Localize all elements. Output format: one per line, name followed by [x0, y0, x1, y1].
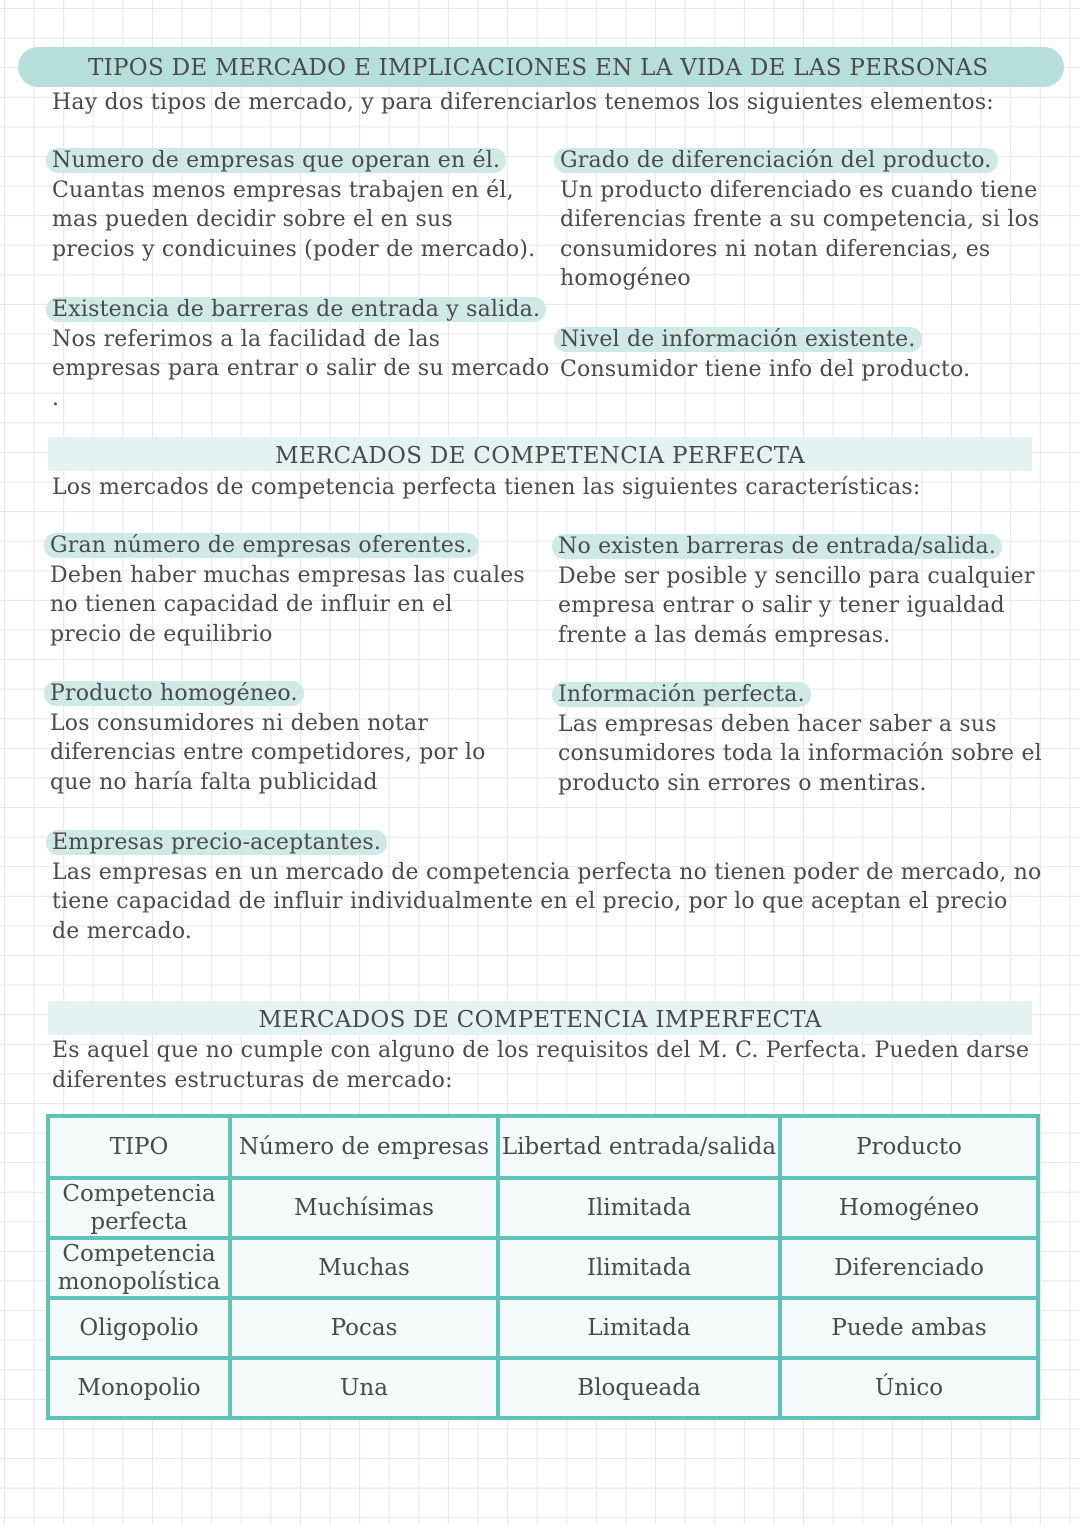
- element-information: [560, 325, 1040, 384]
- item-body: Debe ser posible y sencillo para cualquier empresa entrar o salir y tener igualdad frente a las demás empresas.: [558, 563, 1035, 648]
- item-heading: Gran número de empresas oferentes.: [44, 533, 479, 558]
- table-cell: Único: [780, 1358, 1038, 1418]
- imperfect-section-title: MERCADOS DE COMPETENCIA IMPERFECTA: [48, 1001, 1032, 1035]
- item-body: Deben haber muchas empresas las cuales no tienen capacidad de influir en el precio de equilibrio: [50, 562, 525, 647]
- table-cell: Diferenciado: [780, 1238, 1038, 1298]
- element-differentiation: [560, 146, 1040, 294]
- element-body: Consumidor tiene info del producto.: [560, 356, 971, 382]
- perfect-item-homogeneous: [50, 679, 530, 797]
- table-header: Libertad entrada/salida: [498, 1116, 780, 1178]
- item-heading: No existen barreras de entrada/salida.: [552, 534, 1002, 559]
- element-body: Cuantas menos empresas trabajen en él, mas pueden decidir sobre el en sus precios y condicuines (poder de mercado).: [52, 177, 536, 262]
- table-cell: Oligopolio: [48, 1298, 230, 1358]
- table-cell: Ilimitada: [498, 1178, 780, 1238]
- table-header: Producto: [780, 1116, 1038, 1178]
- table-header: Número de empresas: [230, 1116, 498, 1178]
- table-cell: Una: [230, 1358, 498, 1418]
- table-cell: Puede ambas: [780, 1298, 1038, 1358]
- perfect-item-information: [558, 680, 1048, 798]
- table-row: [48, 1358, 1038, 1418]
- table-cell: Limitada: [498, 1298, 780, 1358]
- perfect-item-many-firms: [50, 531, 530, 649]
- item-heading: Empresas precio-aceptantes.: [46, 830, 387, 855]
- item-body: Las empresas en un mercado de competencia perfecta no tienen poder de mercado, no tiene capacidad de influir individualmente en el precio, por lo que aceptan el precio de mercado.: [52, 859, 1042, 944]
- element-heading: Numero de empresas que operan en él.: [46, 148, 506, 173]
- table-cell: Competencia perfecta: [48, 1178, 230, 1238]
- table-cell: Muchísimas: [230, 1178, 498, 1238]
- table-row: [48, 1298, 1038, 1358]
- table-cell: Homogéneo: [780, 1178, 1038, 1238]
- table-header: TIPO: [48, 1116, 230, 1178]
- table-header-row: [48, 1116, 1038, 1178]
- element-heading: Grado de diferenciación del producto.: [554, 148, 998, 173]
- intro-text: Hay dos tipos de mercado, y para diferenciarlos tenemos los siguientes elementos:: [52, 90, 994, 115]
- table-cell: Monopolio: [48, 1358, 230, 1418]
- table-cell: Bloqueada: [498, 1358, 780, 1418]
- item-body: Las empresas deben hacer saber a sus consumidores toda la información sobre el producto sin errores o mentiras.: [558, 711, 1042, 796]
- page-title: TIPOS DE MERCADO E IMPLICACIONES EN LA VIDA DE LAS PERSONAS: [18, 47, 1064, 87]
- perfect-item-no-barriers: [558, 532, 1038, 650]
- table-row: [48, 1238, 1038, 1298]
- table-cell: Competencia monopolística: [48, 1238, 230, 1298]
- market-structure-table: [46, 1114, 1040, 1420]
- element-heading: Nivel de información existente.: [554, 327, 922, 352]
- element-company-count: [52, 146, 542, 264]
- element-barriers: [52, 295, 552, 413]
- imperfect-intro: Es aquel que no cumple con alguno de los requisitos del M. C. Perfecta. Pueden darse diferentes estructuras de mercado:: [52, 1038, 1030, 1093]
- table-row: [48, 1178, 1038, 1238]
- perfect-item-price-takers: [52, 828, 1042, 946]
- table-cell: Ilimitada: [498, 1238, 780, 1298]
- item-body: Los consumidores ni deben notar diferencias entre competidores, por lo que no haría falta publicidad: [50, 710, 486, 795]
- item-heading: Información perfecta.: [552, 682, 811, 707]
- perfect-section-title: MERCADOS DE COMPETENCIA PERFECTA: [48, 437, 1032, 471]
- element-body: Nos referimos a la facilidad de las empresas para entrar o salir de su mercado .: [52, 326, 550, 411]
- table-cell: Pocas: [230, 1298, 498, 1358]
- table-cell: Muchas: [230, 1238, 498, 1298]
- item-heading: Producto homogéneo.: [44, 681, 304, 706]
- element-body: Un producto diferenciado es cuando tiene diferencias frente a su competencia, si los consumidores ni notan diferencias, es homogéneo: [560, 177, 1040, 292]
- perfect-intro: Los mercados de competencia perfecta tienen las siguientes características:: [52, 475, 921, 500]
- element-heading: Existencia de barreras de entrada y salida.: [46, 297, 546, 322]
